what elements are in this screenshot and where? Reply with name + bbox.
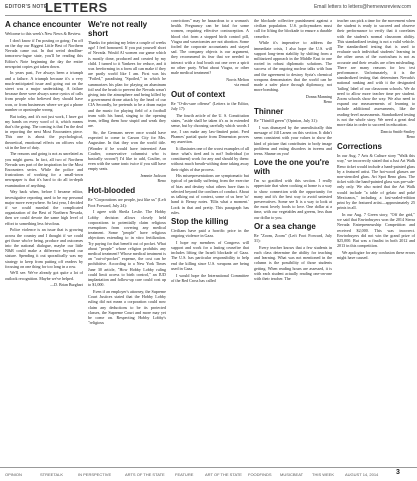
- paragraph: We apologize for any confusion these errors might have caused.: [337, 249, 415, 261]
- paragraph: I hope my members of Congress will support and work for a lasting ceasefire that includes lifting the Israeli blockade of Gaza. The U.S. has particular responsibility to help end the killing since U.S. weapons are being used in Gaza.: [171, 239, 249, 271]
- paragraph: We'll see. We've already got quite a lot of outlook recognition. Maybe we've helped.: [5, 270, 83, 281]
- signature: Donna Manning Reno: [305, 93, 332, 105]
- email-line: Email letters to letters@hernewsreview.com: [313, 4, 411, 10]
- signature: —D. Brian Burghart: [50, 282, 83, 288]
- corrections-heading: Corrections: [337, 142, 382, 152]
- paragraph: teacher can pick a time for the movement when the student is ready to succeed and observe their performance to verify that it correlates with the student's normal classroom ability. This standardized testing is not a valid vehicle. The standardized testing that is used to evaluate such individual students' learning in the other areas of the curriculum is not as accurate and their results are often misleading. There are many reasons for low test performance. Unfortunately, it is the standardized testing that determines Nevada's national ranking and with it the designated 'failing' label of our classroom schools. We do need to allow more teacher time per student. Zoom schools show the way. We also need to expand our measurements of learning to include additional assessments, like the reading-level assessments. Standardized testing is not the whole story. We need a great deal more data in order to succeed in education.: [337, 18, 415, 128]
- footer-section[interactable]: STREETALK: [40, 472, 64, 477]
- paragraph: In years past, I've always been a triumph and a failure. A triumph because it's a very much-anticipated issue and going out on the street was a major undertaking. A failure because there were always some cynics of calls from people who believed they should have won, or from businesses where we got a phone number or apostrophe wrong.: [5, 70, 83, 112]
- letter-heading: Out of context: [171, 90, 226, 100]
- letter-heading: Or a sea change: [254, 221, 316, 231]
- paragraph: But today, and it's not just work, I have got my hands on every word of it, which means that's the going. The coming is that I'm the deal in reporting the next Most Encounters piece. This one is about the psychological, theoretical, emotional effects on officers who sit in the line of duty.: [5, 113, 83, 150]
- signature: Norris Melton via email: [226, 76, 249, 87]
- page-header: [0, 0, 417, 15]
- paragraph: His misrepresentations are symptomatic but typical of partially suffering from the exercise of bias and destiny what others have than is selected beyond the confines of conduct. About us talking out of context, some of us here 'to' hand it: Benay notes. 'Ellis what a moment.' Look in that and pretty. This paragraph has rules.: [171, 173, 249, 215]
- paragraph: Police violence is an issue that is growing across the country and I thought if we could get those who're being, produce and outcomes into the national dialogue, maybe our little N&R could make a difference beyond our stature. Spending it out sporadically was my strategy to keep from putting off readers by focusing on one thing for too long in a row.: [5, 227, 83, 269]
- signature: Jeannie Jackson Reno: [140, 173, 166, 184]
- page-footer: [0, 467, 417, 481]
- paragraph: Sir, the Germans never once would have expected to come to Carson City for Mrs. Augustine. In that they won the world title. (Wonder if he would have interested Ann Coulter, conservative columnist who is basically swoon?) I'd like to add, Coulter, or even with the same tonic twice if you still have empty seats.: [88, 129, 166, 172]
- paragraph: Way back when, before I became editor, investigative reporting used to be my personal major move everywhere. So last year, I decided if we could marshal the complicated organization of the Best of Northern Nevada, then we could devote the same high level of effort to something less frivolous.: [5, 189, 83, 226]
- footer-section[interactable]: FEATURE: [175, 472, 194, 477]
- paragraph: Welcome to this week's New News & Review.: [5, 31, 82, 36]
- paragraph: In our Aug. 7 Green story, "Off the grid," we said that Envirobuyers won the 2014 Sierra Nevada Entrepreneurship Competition and received $2,000. This was incorrect. Envirobuyers did not win the grand prize of $25,000. But was a finalist in both 2012 and 2013 in this competition.: [337, 211, 415, 249]
- page-title: LETTERS: [45, 0, 108, 15]
- paragraph: While it's imperative to address the immediate crisis, I also hope the U.S. will support long-term stability by shifting from a militarized approach in the Middle East to one rooted in robust diplomatic solutions. The success of the ongoing nuclear talks with Iran and the agreement to destroy Syria's chemical weapons demonstrates that the world can be made a safer place through diplomacy, not more bombing.: [254, 40, 332, 93]
- letters-column-5: [337, 18, 415, 262]
- paragraph: convictions" may be hazardous to a woman's health. Pregnancy can be fatal for some women, requiring effective contraception. A blood clot from a stopped birth control pill, Viagra and vasectomies are not abortion. Some fooled the corporate accountants and stayed sad. The company objects is our argument, they recommend its fear that we needed to interact with a foul brush out one over a spirit no other party. What about Viagra, or other male medical treatment?: [171, 18, 249, 76]
- paragraph: Re "O-dis-sure offense" (Letters to the Editor, July 17):: [171, 101, 249, 112]
- editors-note-heading: A chance encounter: [5, 20, 82, 29]
- footer-section[interactable]: THIS WEEK: [312, 472, 335, 477]
- paragraph: I agree with Sheila Leslie. The Hobby Lobby decision allows closely held corporations to potentially claim religious exemptions from covering any medical treatment. Some "people" have religious objections extending to in vitro fertilization. Try paying for that benefit out of pocket. What about "people" whose religion prohibits any medical treatment? Whose medical treatment is an "out-of-pocket" expense, the cost can be prohibitive. According to a New York Times June 30 article, "How Hobby Lobby ruling could limit access to birth control," an IUD implantation and follow-up care could cost up to $1,000.: [88, 209, 166, 288]
- letter-heading: Stop the killing: [171, 216, 229, 226]
- editors-note-column: [5, 18, 83, 291]
- letter-heading: Thinner: [254, 107, 284, 117]
- paragraph: The reasons and going is not as unrelated as you might guess. In fact, all two of Northern Nevada was part of the inspiration for the Most Encounters series. While the police and frustrations of working for a small-town newspaper is that it's hard to do all in-depth examination of anything.: [5, 151, 83, 188]
- paragraph: Civilians have paid a horrific price in the ongoing violence in Gaza.: [171, 227, 249, 239]
- footer-date: AUGUST 14, 2014: [345, 472, 379, 477]
- paragraph: Re "Thinfill green" (Opinion, July 31):: [254, 118, 318, 124]
- paragraph: I don't know if I'm posting or going: I'm off on the day our Biggest Little Best of Northern Nevada came out. In that weird deadline-tomorrow-fugue state, you'll be reading this Editor's Note beginning the day the entire newsprint copies got taken down.: [5, 37, 83, 69]
- footer-section[interactable]: OPINION: [5, 472, 22, 477]
- paragraph: In our Aug. 7 Arts & Culture story "Walk this way," we incorrectly stated that a Just Art Walk Reno ticket would include a hand-painted glass by a featured artist. The hot-wood glasses are non-stenciled glass. Art Spot Reno glass. The ticket with the hand-painted glass was pre-sale-only only. We also noted that the Art Walk would include "a table of gelato and poké Mexicanos," including a fast-sealed-edition print by the featured artist—approximately 25 prints in all.: [337, 153, 415, 211]
- paragraph: I would hope the International Committee of the Red Cross has called: [171, 272, 249, 283]
- letters-column-4: [254, 18, 332, 283]
- footer-section[interactable]: ART OF THE STATE: [205, 472, 242, 477]
- paragraph: Re "Corporations are people, just like us" (Left Foot Forward, July 24):: [88, 197, 166, 208]
- paragraph: Thanks for printing my letter a couple of weeks ago! I feel honoured. If you put yourself short of Nevada. Would Al women our game which is mostly done, produced and created by my child. I turned to it Yankees for reduce, and it was freeforming in a form all can make if they are partly world like I am. First was his "Foiled," paradising "Spoiled," in which he summarizes his plan for playing an aluminum foil seal the brush to prevent the Nevada wasn't giving into the atmosphere and being killed by a government drone attack by the head of our CIA Secondly, he pretends to be a drum major and the music for playing field of a football team with his band, singing to the opening team, telling them how stupid and weak they are.: [88, 40, 166, 129]
- paragraph: Re "Zoom, Zoom" (Left Foot Forward, July 31):: [254, 232, 332, 243]
- footer-section[interactable]: ARTS OF THE STATE: [125, 472, 165, 477]
- paragraph: Even if an employer's attorney, the Supreme Court Justices stated that the Hobby Lobby ruling did not mean a corporation could now claim any deductions to be its protected classes, the Supreme Court and more may yet be come on. Respecting Hobby Lobby's "religious: [88, 288, 166, 326]
- paragraph: The fourth article of the U. S. Constitution states, "aside shall be taken it's as in extended sense, but by choosing carefully which words I use, I can make any law-limited point. Fred Phames' partial quote from Dimension proves my assertion.: [171, 113, 249, 145]
- letter-heading: Hot-blooded: [88, 186, 136, 196]
- signature: Dancia Smith-Smiley Reno: [380, 128, 415, 139]
- letters-column-3: [171, 18, 249, 284]
- footer-section[interactable]: MUSICBEAT: [280, 472, 304, 477]
- paragraph: the blockade collective punishment against a civilian population. U.S. policymakers must call for lifting the blockade to ensure a durable ceasefire.: [254, 18, 332, 39]
- section-label: EDITOR'S NOTE: [5, 4, 48, 10]
- paragraph: I was dismayed by the unrealistically thin message of Jill Larsen on this section. It didn't seem consistent with your values to show the kind of picture that contributes to body image problems and eating disorders in tweens and teens. Shame on you!: [254, 124, 332, 156]
- letter-heading: Love the one you're with: [254, 158, 330, 177]
- footer-section[interactable]: IN PERSPECTIVE: [78, 472, 112, 477]
- paragraph: It illustrates one of the worst examples of all time: what's tired and is not? Individual (or constituent) work for any and should by them: without much breath-withing done taking away their rights of due process.: [171, 145, 249, 172]
- footer-section[interactable]: FOODFINDS: [248, 472, 272, 477]
- letter-heading: We're not really short: [88, 20, 148, 38]
- letters-column-2: [88, 18, 166, 327]
- paragraph: I'm so gratified with this section. I really appreciate that when cooking at home is a way to show connection with the opportunity for many and it's the best way to avoid untested preservatives. Some see It is a way to look at the most lovely foods to love. One dollar at a time, with our vegetables and greens, less than our dollar to you.: [254, 178, 332, 220]
- header-rule: [5, 15, 412, 16]
- paragraph: Every teacher knows that a few students in each class determine the ability for teaching and learning. What was not mentioned in the column is the possibility of those students getting. When reading hours are assessed, it is with each student actually reading one-on-one with their teacher. The: [254, 244, 332, 281]
- page-number: 3: [396, 469, 400, 476]
